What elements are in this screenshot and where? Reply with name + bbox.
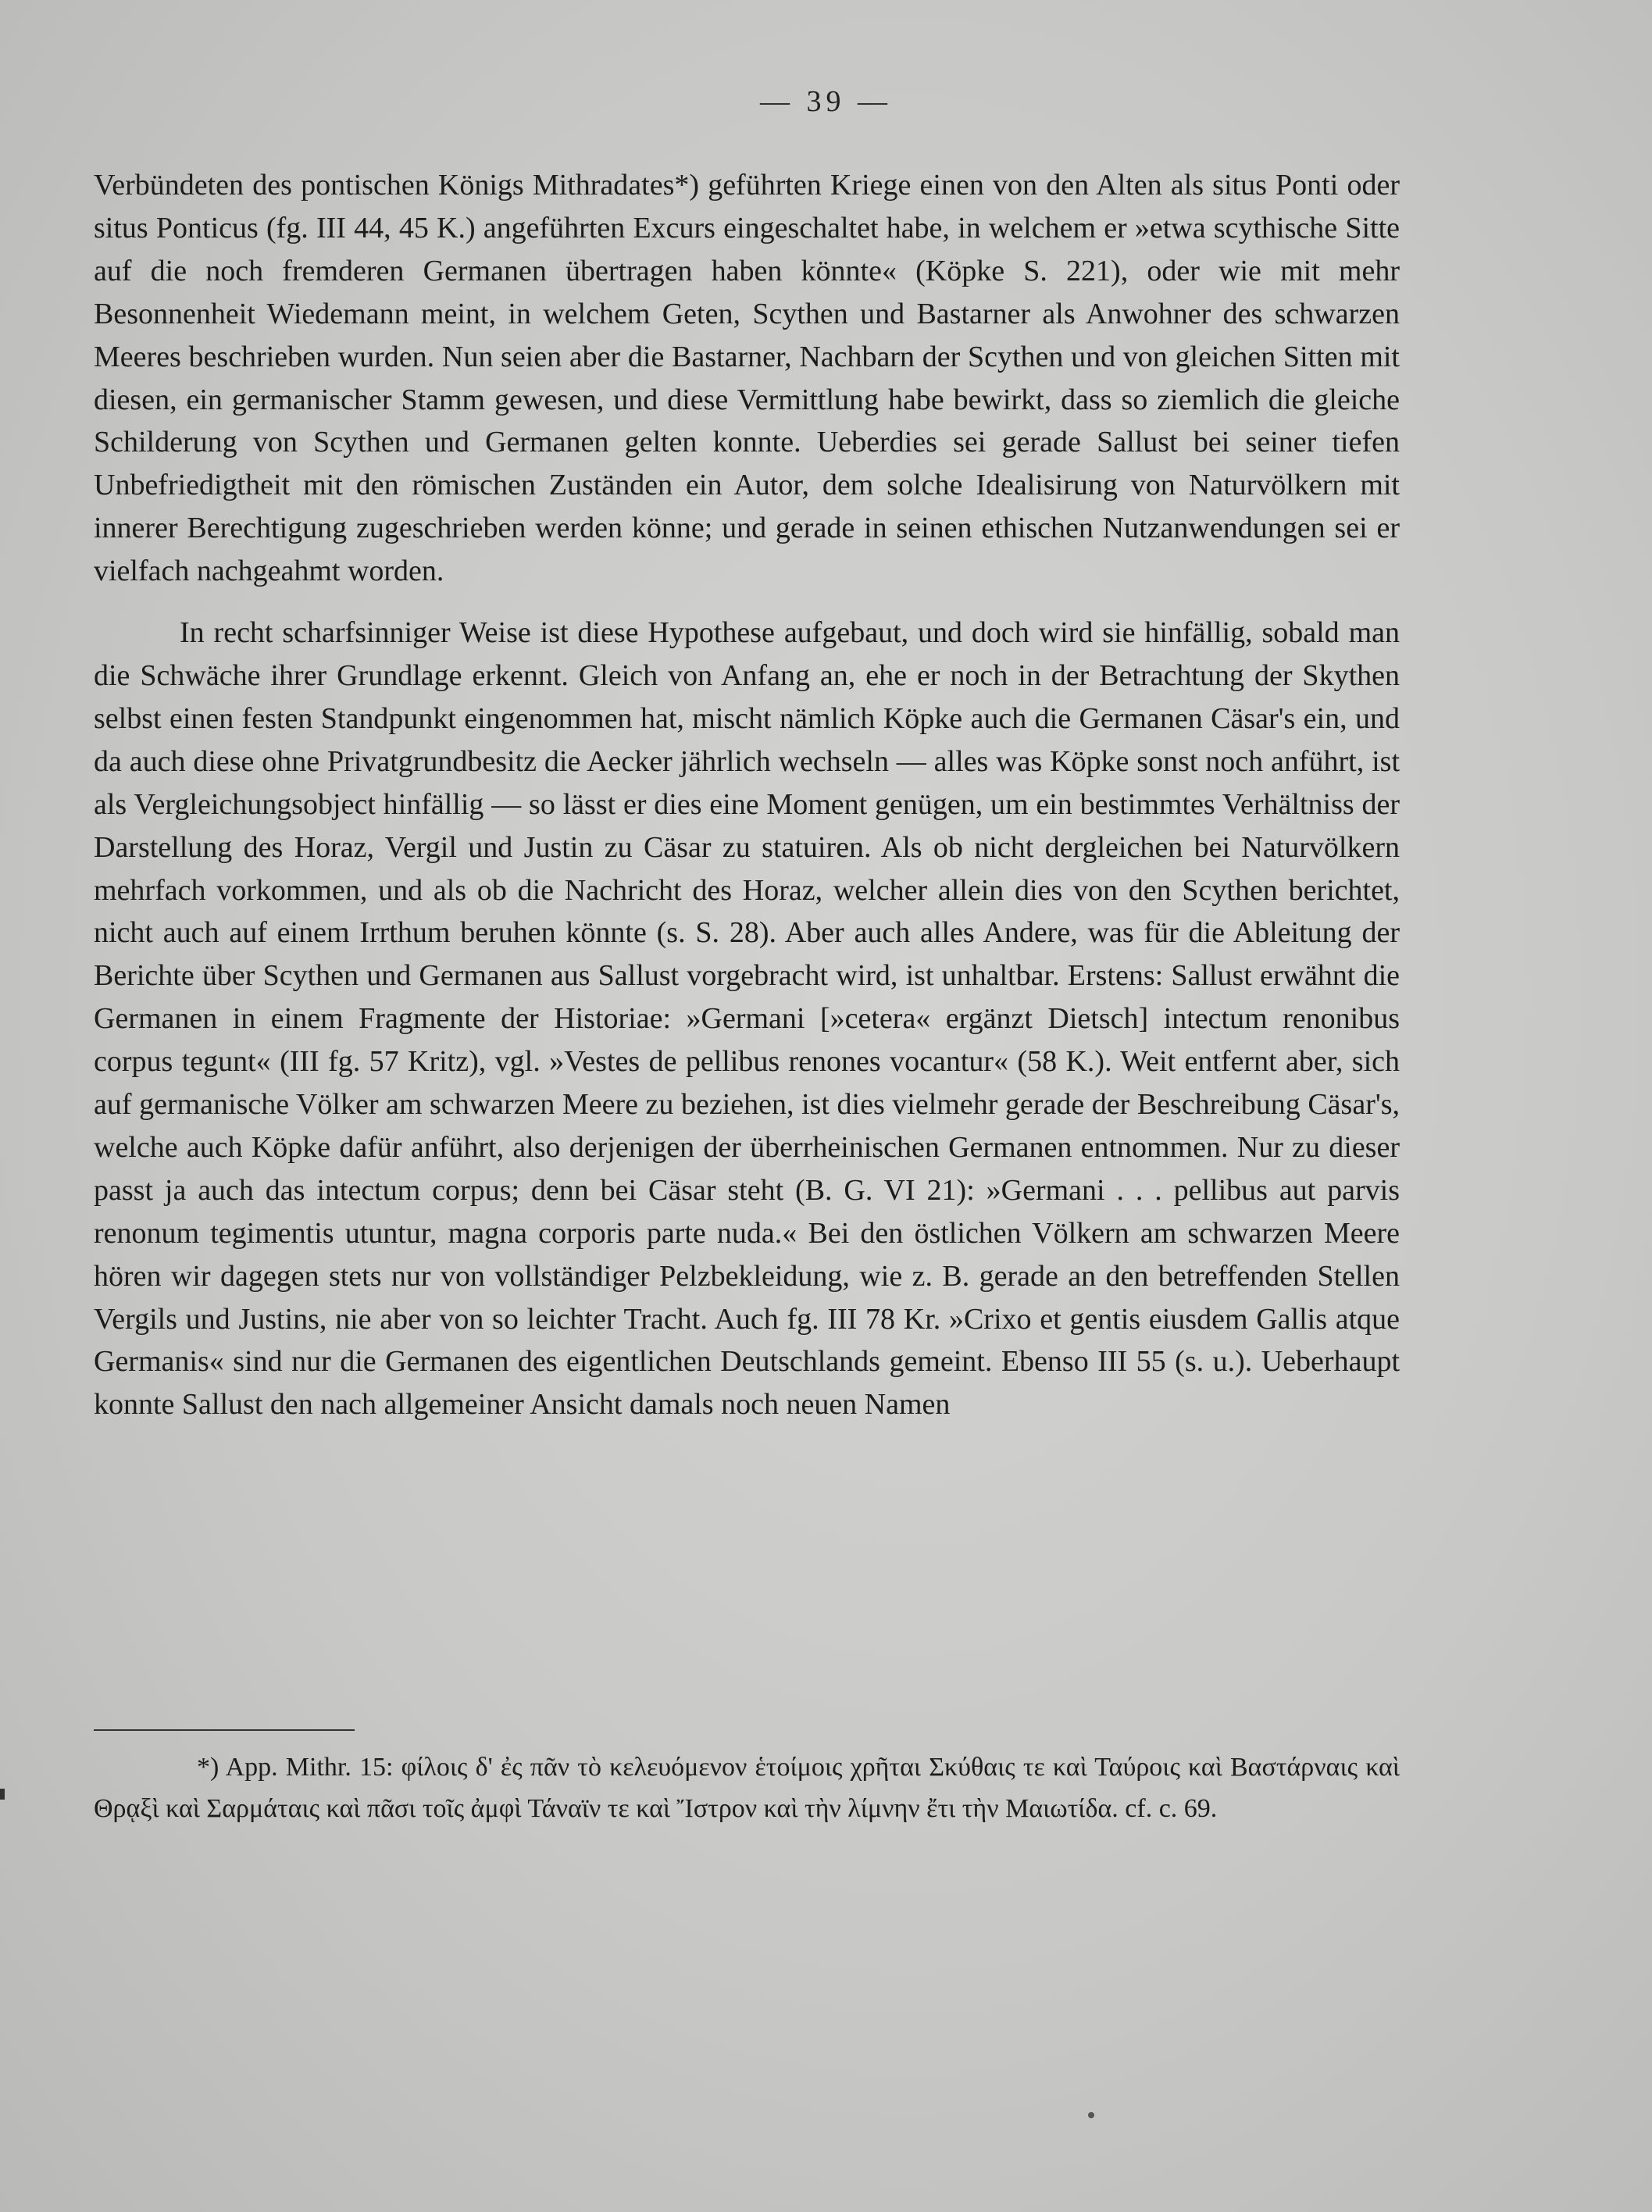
scan-edge-mark	[0, 1789, 5, 1800]
paragraph-2-text: In recht scharfsinniger Weise ist diese Hypothese aufgebaut, und doch wird sie hinfällig, sobald man die Schwäche ihrer Grundlage erkennt. Gleich von Anfang an, ehe er noch in der Betrachtung der Skythen selbst einen festen Standpunkt eingenommen hat, mischt nämlich Köpke auch die Germanen Cäsar's ein, und da auch diese ohne Privatgrundbesitz die Aecker jährlich wechseln — alles was Köpke sonst noch anführt, ist als Vergleichungsobject hinfällig — so lässt er dies eine Moment genügen, um ein bestimmtes Verhältniss der Darstellung des Horaz, Vergil und Justin zu Cäsar zu statuiren. Als ob nicht dergleichen bei Naturvölkern mehrfach vorkommen, und als ob die Nachricht des Horaz, welcher allein dies von den Scythen berichtet, nicht auch auf einem Irrthum beruhen könnte (s. S. 28). Aber auch alles Andere, was für die Ableitung der Berichte über Scythen und Germanen aus Sallust vorgebracht wird, ist unhaltbar. Erstens: Sallust erwähnt die Germanen in einem Fragmente der Historiae: »Germani [»cetera« ergänzt Dietsch] intectum renonibus corpus tegunt« (III fg. 57 Kritz), vgl. »Vestes de pellibus renones vocantur« (58 K.). Weit entfernt aber, sich auf germanische Völker am schwarzen Meere zu beziehen, ist dies vielmehr gerade der Beschreibung Cäsar's, welche auch Köpke dafür anführt, also derjenigen der überrheinischen Germanen entnommen. Nur zu dieser passt ja auch das intectum corpus; denn bei Cäsar steht (B. G. VI 21): »Germani . . . pellibus aut parvis renonum tegimentis utuntur, magna corporis parte nuda.« Bei den östlichen Völkern am schwarzen Meere hören wir dagegen stets nur von vollständiger Pelzbekleidung, wie z. B. gerade an den betreffenden Stellen Vergils und Justins, nie aber von so leichter Tracht. Auch fg. III 78 Kr. »Crixo et gentis eiusdem Gallis atque Germanis« sind nur die Germanen des eigentlichen Deutschlands gemeint. Ebenso III 55 (s. u.). Ueberhaupt konnte Sallust den nach allgemeiner Ansicht damals noch neuen Namen	[94, 616, 1400, 1422]
paragraph-1-text: Verbündeten des pontischen Königs Mithradates*) geführten Kriege einen von den Alten als situs Ponti oder situs Ponticus (fg. III 44, 45 K.) angeführten Excurs eingeschaltet habe, in welchem er »etwa scythische Sitte auf die noch fremderen Germanen übertragen haben könnte« (Köpke S. 221), oder wie mit mehr Besonnenheit Wiedemann meint, in welchem Geten, Scythen und Bastarner als Anwohner des schwarzen Meeres beschrieben wurden. Nun seien aber die Bastarner, Nachbarn der Scythen und von gleichen Sitten mit diesen, ein germanischer Stamm gewesen, und diese Vermittlung habe bewirkt, dass so ziemlich die gleiche Schilderung von Scythen und Germanen gelten konnte. Ueberdies sei gerade Sallust bei seiner tiefen Unbefriedigtheit mit den römischen Zuständen ein Autor, dem solche Idealisirung von Naturvölkern mit innerer Berechtigung zugeschrieben werden könne; und gerade in seinen ethischen Nutzanwendungen sei er vielfach nachgeahmt worden.	[94, 169, 1400, 588]
scan-speck	[1088, 2112, 1094, 2118]
footnote: *) App. Mithr. 15: φίλοις δ' ἐς πᾶν τὸ κελευόμενον ἑτοίμοις χρῆται Σκύθαις τε καὶ Ταύροις καὶ Βαστάρναις καὶ Θρᾳξὶ καὶ Σαρμάταις καὶ πᾶσι τοῖς ἀμφὶ Τάναϊν τε καὶ Ἴστρον καὶ τὴν λίμνην ἔτι τὴν Μαιωτίδα. cf. c. 69.	[94, 1753, 1400, 1823]
footnote-divider	[94, 1729, 355, 1731]
body-text	[94, 164, 1400, 1445]
paragraph-2	[94, 612, 1400, 1426]
page-number: — 39 —	[760, 85, 892, 118]
paragraph-1	[94, 164, 1400, 593]
